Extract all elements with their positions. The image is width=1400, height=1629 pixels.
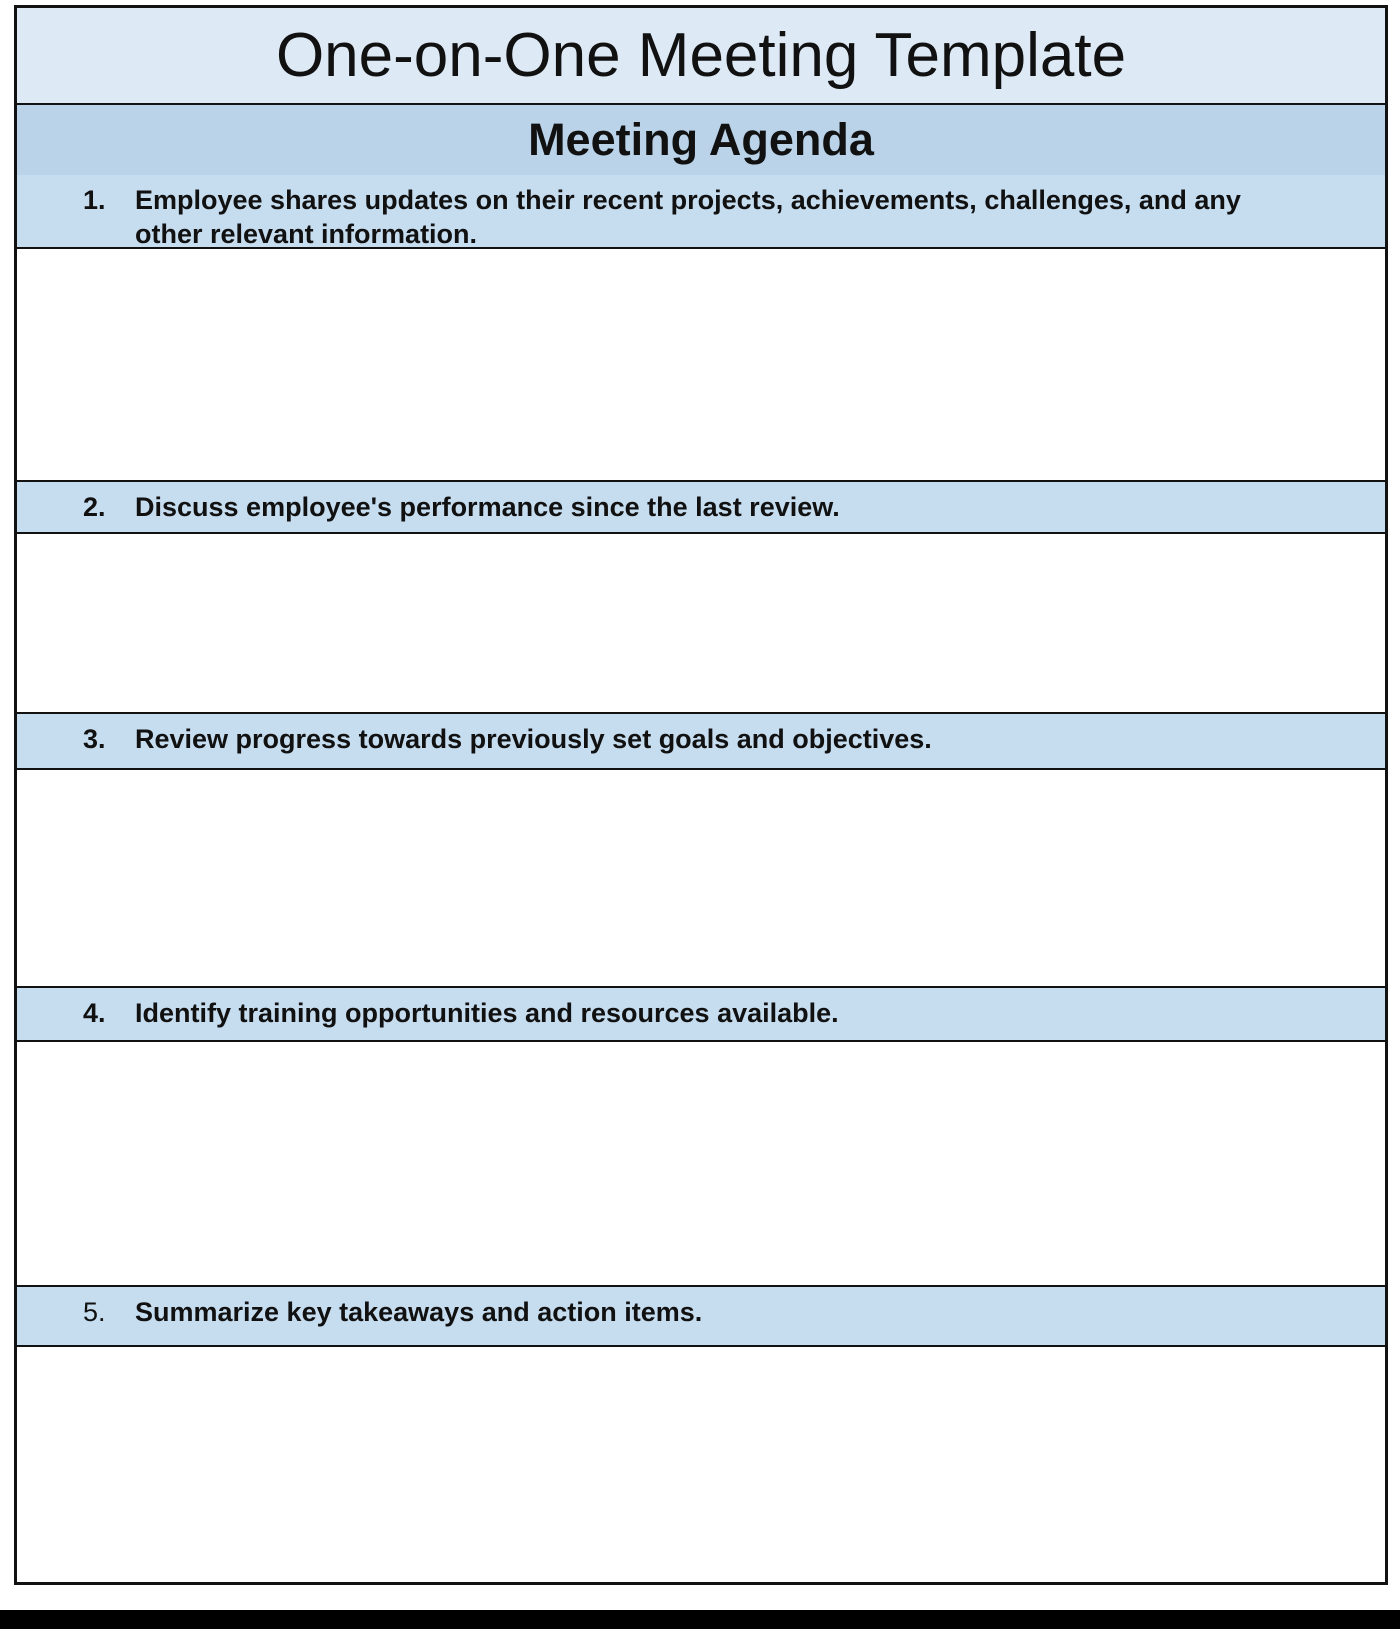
page-title: One-on-One Meeting Template — [17, 8, 1385, 103]
agenda-item-header — [17, 175, 1385, 247]
agenda-item-number: 3. — [83, 724, 106, 754]
agenda-notes-cell[interactable] — [17, 247, 1385, 480]
agenda-item-header — [17, 1285, 1385, 1345]
bottom-bar — [0, 1610, 1400, 1629]
agenda-rows — [17, 175, 1385, 1582]
agenda-item-number: 4. — [83, 998, 106, 1028]
agenda-item-header — [17, 986, 1385, 1040]
agenda-item-label: Discuss employee's performance since the last review. — [135, 492, 840, 522]
agenda-item-label: Identify training opportunities and resources available. — [135, 998, 839, 1028]
agenda-notes-cell[interactable] — [17, 1040, 1385, 1285]
agenda-item-number: 5. — [83, 1297, 106, 1327]
agenda-item-number: 1. — [83, 185, 106, 215]
agenda-item-number: 2. — [83, 492, 106, 522]
meeting-template-table — [14, 5, 1388, 1585]
agenda-notes-cell[interactable] — [17, 768, 1385, 986]
agenda-item-label: Employee shares updates on their recent projects, achievements, challenges, and any other relevant information. — [135, 185, 1241, 249]
agenda-item-header — [17, 480, 1385, 532]
section-title: Meeting Agenda — [17, 103, 1385, 175]
agenda-notes-cell[interactable] — [17, 1345, 1385, 1582]
agenda-notes-cell[interactable] — [17, 532, 1385, 712]
agenda-item-header — [17, 712, 1385, 768]
agenda-item-label: Summarize key takeaways and action items. — [135, 1297, 703, 1327]
agenda-item-label: Review progress towards previously set goals and objectives. — [135, 724, 932, 754]
